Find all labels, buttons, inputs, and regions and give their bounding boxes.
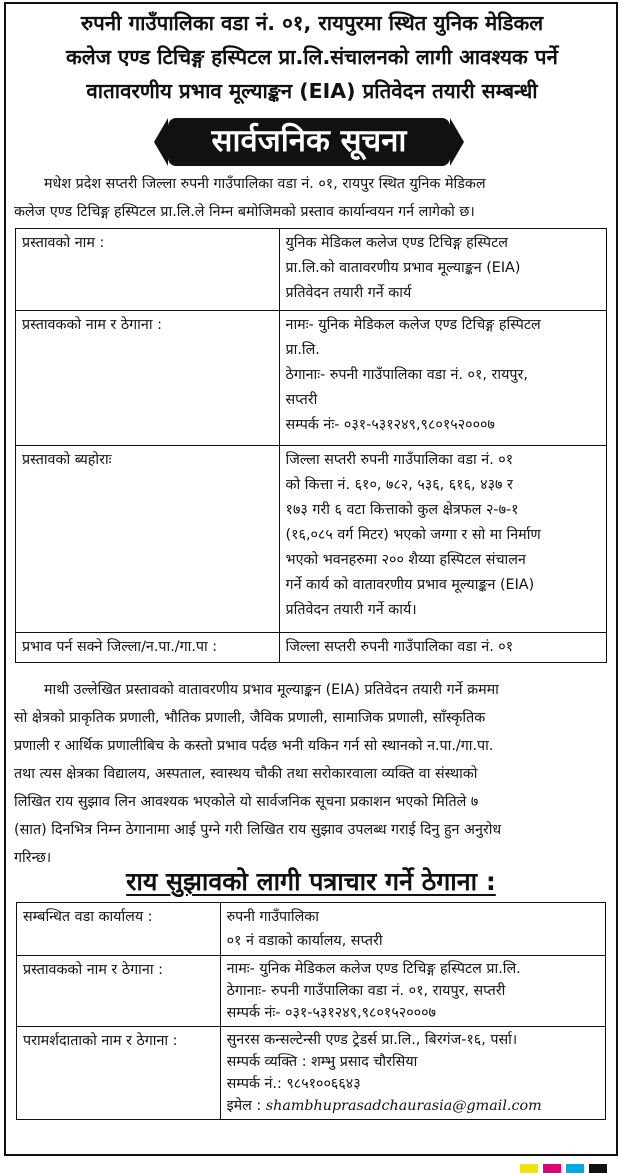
intro-line-2: कलेज एण्ड टिचिङ्ग हस्पिटल प्रा.लि.ले निम्न बमोजिमको प्रस्ताव कार्यान्वयन गर्न लागेको छ। bbox=[14, 204, 475, 220]
affected-area-value: जिल्ला सप्तरी रुपनी गाउँपालिका वडा नं. ०१ bbox=[285, 639, 514, 655]
proposal-name-label: प्रस्तावको नाम : bbox=[22, 235, 105, 251]
table-row bbox=[17, 1027, 606, 1120]
proponent-value: प्रा.लि. bbox=[285, 342, 320, 358]
ward-office-label: सम्बन्धित वडा कार्यालय : bbox=[23, 909, 153, 925]
row-label-cell bbox=[16, 633, 280, 663]
proposal-details-value: प्रतिवेदन तयारी गर्ने कार्य। bbox=[285, 602, 417, 618]
request-line: गरिन्छ। bbox=[14, 850, 52, 866]
request-line: (सात) दिनभित्र निम्न ठेगानामा आई पुग्ने गरी लिखित राय सुझाव उपलब्ध गराई दिनु हुन अनुरोध bbox=[14, 822, 502, 838]
email-address[interactable]: shambhuprasadchaurasia@gmail.com bbox=[265, 1098, 542, 1114]
row-value-cell bbox=[279, 229, 606, 311]
request-paragraph bbox=[14, 676, 608, 872]
row-label-cell bbox=[16, 229, 280, 311]
proposal-table bbox=[15, 228, 607, 663]
intro-paragraph bbox=[14, 170, 608, 226]
consultant-label: परामर्शदाताको नाम र ठेगाना : bbox=[23, 1033, 178, 1049]
proposal-details-value: १७३ गरी ६ वटा कित्ताको कुल क्षेत्रफल २-७-१ bbox=[285, 502, 519, 518]
table-row bbox=[16, 446, 607, 633]
proposal-name-value: युनिक मेडिकल कलेज एण्ड टिचिङ्ग हस्पिटल bbox=[285, 235, 508, 251]
consultant-value: सम्पर्क नं.: ९८५१००६६४३ bbox=[226, 1076, 361, 1092]
row-value-cell bbox=[220, 956, 605, 1027]
table-row bbox=[17, 903, 606, 956]
proposal-name-value: प्रतिवेदन तयारी गर्ने कार्य bbox=[285, 285, 412, 301]
row-label-cell bbox=[16, 311, 280, 446]
table-row bbox=[17, 956, 606, 1027]
proponent-label: प्रस्तावकको नाम र ठेगाना : bbox=[23, 962, 163, 978]
row-value-cell bbox=[279, 311, 606, 446]
proponent-value: ठेगानाः- रुपनी गाउँपालिका वडा नं. ०१, रायपुर, bbox=[285, 367, 528, 383]
print-mark-magenta bbox=[543, 1164, 561, 1173]
proponent-value: सम्पर्क नंः- ०३१-५३१२४९,९८०१५२०००७ bbox=[226, 1005, 436, 1021]
table-row bbox=[16, 229, 607, 311]
request-line: लिखित राय सुझाव लिन आवश्यक भएकोले यो सार्वजनिक सूचना प्रकाशन भएको मितिले ७ bbox=[14, 794, 479, 810]
correspondence-heading: राय सुझावको लागी पत्राचार गर्ने ठेगाना : bbox=[126, 867, 496, 896]
row-value-cell bbox=[220, 903, 605, 956]
row-label-cell bbox=[16, 446, 280, 633]
notice-heading-line-2: कलेज एण्ड टिचिङ्ग हस्पिटल प्रा.लि.संचालनको लागी आवश्यक पर्ने bbox=[66, 45, 558, 69]
table-row bbox=[16, 633, 607, 663]
row-value-cell bbox=[279, 446, 606, 633]
row-label-cell bbox=[17, 1027, 221, 1120]
proposal-details-label: प्रस्तावको ब्यहोराः bbox=[22, 452, 112, 468]
consultant-value: सुनरस कन्सल्टेन्सी एण्ड ट्रेडर्स प्रा.लि., बिरगंज-१६, पर्सा। bbox=[226, 1032, 518, 1048]
row-value-cell bbox=[220, 1027, 605, 1120]
proposal-details-value: (१६,०८५ वर्ग मिटर) भएको जग्गा र सो मा निर्माण bbox=[285, 527, 541, 543]
proposal-name-value: प्रा.लि.को वातावरणीय प्रभाव मूल्याङ्कन (EIA) bbox=[285, 260, 521, 276]
proponent-value: सम्पर्क नंः- ०३१-५३१२४९,९८०१५२०००७ bbox=[285, 417, 495, 433]
notice-heading-line-3: वातावरणीय प्रभाव मूल्याङ्कन (EIA) प्रतिवेदन तयारी सम्बन्धी bbox=[86, 79, 538, 103]
notice-heading-line-1: रुपनी गाउँपालिका वडा नं. ०१, रायपुरमा स्थित युनिक मेडिकल bbox=[80, 11, 544, 35]
proponent-value: नामः- युनिक मेडिकल कलेज एण्ड टिचिङ्ग हस्पिटल प्रा.लि. bbox=[226, 961, 521, 977]
proponent-value: ठेगानाः- रुपनी गाउँपालिका वडा नं. ०१, रायपुर, सप्तरी bbox=[226, 983, 506, 999]
proponent-value: सप्तरी bbox=[285, 392, 318, 408]
row-value-cell bbox=[279, 633, 606, 663]
proposal-details-value: जिल्ला सप्तरी रुपनी गाउँपालिका वडा नं. ०१ bbox=[285, 452, 514, 468]
public-notice-banner: सार्वजनिक सूचना bbox=[168, 118, 450, 166]
proposal-details-value: भएको भवनहरुमा २०० शैय्या हस्पिटल संचालन bbox=[285, 552, 526, 568]
request-line: सो क्षेत्रको प्राकृतिक प्रणाली, भौतिक प्रणाली, जैविक प्रणाली, सामाजिक प्रणाली, साँस्कृतिक bbox=[14, 710, 486, 726]
row-label-cell bbox=[17, 956, 221, 1027]
email-label: इमेल : bbox=[226, 1098, 266, 1114]
request-line: तथा त्यस क्षेत्रका विद्यालय, अस्पताल, स्वास्थय चौकी तथा सरोकारवाला व्यक्ति वा संस्थाको bbox=[14, 766, 478, 782]
consultant-value: सम्पर्क व्यक्ति : शम्भु प्रसाद चौरसिया bbox=[226, 1054, 418, 1070]
print-mark-yellow bbox=[520, 1164, 538, 1173]
ward-office-value: ०१ नं वडाको कार्यालय, सप्तरी bbox=[226, 933, 383, 949]
proponent-label: प्रस्तावकको नाम र ठेगाना : bbox=[22, 317, 162, 333]
print-mark-cyan bbox=[566, 1164, 584, 1173]
ward-office-value: रुपनी गाउँपालिका bbox=[226, 909, 319, 925]
proposal-details-value: को कित्ता नं. ६१०, ७८२, ५३६, ६१६, ४३७ र bbox=[285, 477, 513, 493]
intro-line-1: मधेश प्रदेश सप्तरी जिल्ला रुपनी गाउँपालिका वडा नं. ०१, रायपुर स्थित युनिक मेडिकल bbox=[44, 176, 486, 192]
proposal-details-value: गर्ने कार्य को वातावरणीय प्रभाव मूल्याङ्कन (EIA) bbox=[285, 577, 535, 593]
consultant-email-line bbox=[227, 1095, 599, 1117]
request-line: माथी उल्लेखित प्रस्तावको वातावरणीय प्रभाव मूल्याङ्कन (EIA) प्रतिवेदन तयारी गर्ने क्रममा bbox=[44, 682, 499, 698]
table-row bbox=[16, 311, 607, 446]
affected-area-label: प्रभाव पर्न सक्ने जिल्ला/न.पा./गा.पा : bbox=[22, 639, 218, 655]
request-line: प्रणाली र आर्थिक प्रणालीबिच के कस्तो प्रभाव पर्दछ भनी यकिन गर्न सो स्थानको न.पा./गा.पा. bbox=[14, 738, 494, 754]
print-mark-black bbox=[589, 1164, 607, 1173]
row-label-cell bbox=[17, 903, 221, 956]
correspondence-table bbox=[16, 902, 606, 1120]
proponent-value: नामः- युनिक मेडिकल कलेज एण्ड टिचिङ्ग हस्पिटल bbox=[285, 317, 541, 333]
